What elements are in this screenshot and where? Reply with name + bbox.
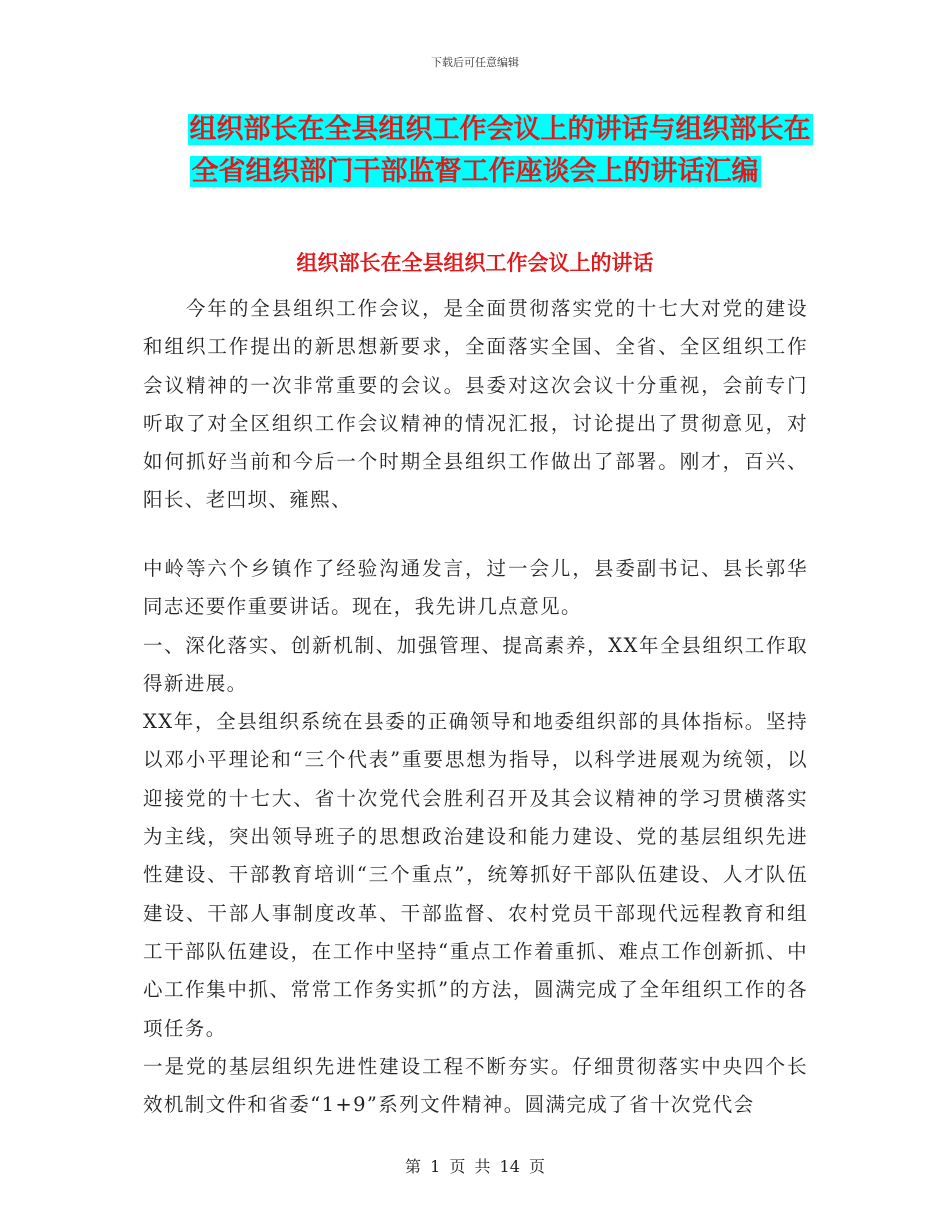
body-paragraph-4: XX年，全县组织系统在县委的正确领导和地委组织部的具体指标。坚持以邓小平理论和“三个代表”重要思想为指导，以科学进展观为统领，以迎接党的十七大、省十次党代会胜利召开及其会议精神的学习贯横落实为主线，突出领导班子的思想政治建设和能力建设、党的基层组织先进性建设、干部教育培训“三个重点”，统筹抓好干部队伍建设、人才队伍建设、干部人事制度改革、干部监督、农村党员干部现代远程教育和组工干部队伍建设，在工作中坚持“重点工作着重抓、难点工作创新抓、中心工作集中抓、常常工作务实抓”的方法，圆满完成了全年组织工作的各项任务。: [143, 710, 808, 1040]
body-paragraph-5: 一是党的基层组织先进性建设工程不断夯实。仔细贯彻落实中央四个长效机制文件和省委“1+9”系列文件精神。圆满完成了省十次党代会: [143, 1054, 808, 1117]
body-paragraph-2: 中岭等六个乡镇作了经验沟通发言，过一会儿，县委副书记、县长郭华同志还要作重要讲话。现在，我先讲几点意见。: [143, 557, 808, 619]
document-title-line-1: [0, 110, 950, 150]
page-footer: 第 1 页 共 14 页: [405, 1157, 545, 1176]
title-highlight-1: 组织部长在全县组织工作会议上的讲话与组织部长在: [189, 114, 811, 145]
body-paragraph-3: 一、深化落实、创新机制、加强管理、提高素养，XX年全县组织工作取得新进展。: [143, 633, 808, 695]
title-highlight-2: 全省组织部门干部监督工作座谈会上的讲话汇编: [191, 156, 759, 187]
body-paragraph-1: 今年的全县组织工作会议，是全面贯彻落实党的十七大对党的建设和组织工作提出的新思想新要求，全面落实全国、全省、全区组织工作会议精神的一次非常重要的会议。县委对这次会议十分重视，会前专门听取了对全区组织工作会议精神的情况汇报，讨论提出了贯彻意见，对如何抓好当前和今后一个时期全县组织工作做出了部署。刚才，百兴、阳长、老凹坝、雍熙、: [143, 297, 808, 512]
body-block: [143, 550, 808, 1124]
section-title: 组织部长在全县组织工作会议上的讲话: [296, 251, 654, 275]
header-note: 下载后可任意编辑: [431, 56, 519, 69]
document-title-line-2: [0, 152, 950, 192]
